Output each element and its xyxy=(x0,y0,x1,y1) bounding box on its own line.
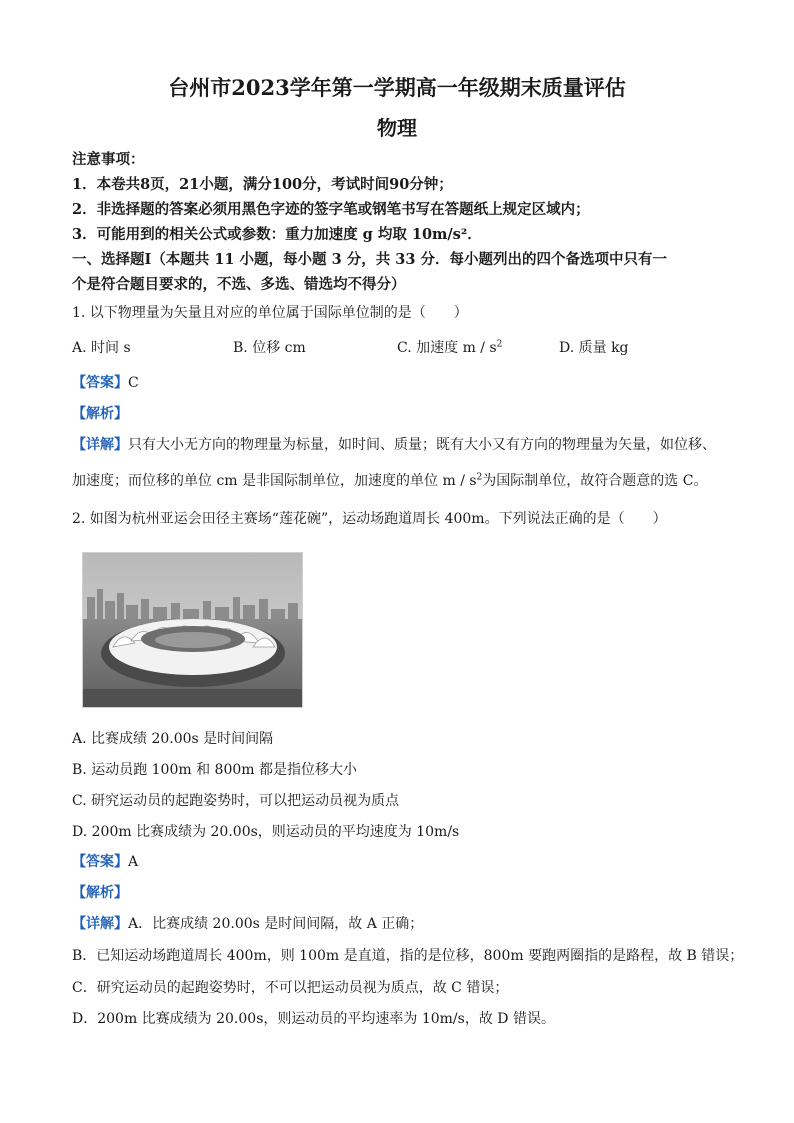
q1-detail-text-1: 只有大小无方向的物理量为标量，如时间、质量；既有大小又有方向的物理量为矢量，如位移、 xyxy=(128,437,716,453)
q1-option-d: D. 质量 kg xyxy=(559,340,629,356)
section-heading-line-2: 个是符合题目要求的，不选、多选、错选均不得分） xyxy=(72,276,406,293)
q1-detail-text-2a: 加速度；而位移的单位 cm 是非国际制单位，加速度的单位 m / s xyxy=(72,473,477,489)
analysis-tag: 【解析】 xyxy=(72,885,128,901)
answer-tag: 【答案】 xyxy=(72,375,128,391)
answer-tag: 【答案】 xyxy=(72,854,128,870)
q1-detail-line-1 xyxy=(72,434,716,454)
notice-item-2: 2．非选择题的答案必须用黑色字迹的签字笔或钢笔书写在答题纸上规定区域内； xyxy=(72,201,590,218)
q1-detail-exponent: 2 xyxy=(476,472,483,483)
exam-title: 台州市2023学年第一学期高一年级期末质量评估 xyxy=(168,75,626,100)
q1-detail-line-2 xyxy=(72,470,707,490)
q1-analysis-heading xyxy=(72,403,128,423)
q1-answer xyxy=(72,372,139,392)
detail-tag: 【详解】 xyxy=(72,437,128,453)
stadium-photo xyxy=(82,552,303,708)
notice-item-1: 1．本卷共8页，21小题，满分100分，考试时间90分钟； xyxy=(72,176,453,193)
q2-option-c: C. 研究运动员的起跑姿势时，可以把运动员视为质点 xyxy=(72,793,400,809)
q1-option-c xyxy=(397,337,502,357)
q2-stem: 2. 如图为杭州亚运会田径主赛场“莲花碗”，运动场跑道周长 400m。下列说法正确的是（ ） xyxy=(72,511,667,527)
q1-option-c-exponent: 2 xyxy=(496,339,503,350)
subject-title: 物理 xyxy=(377,116,417,140)
notice-heading: 注意事项： xyxy=(72,151,145,168)
q2-detail-line-d: D．200m 比赛成绩为 20.00s，则运动员的平均速率为 10m/s，故 D 错误。 xyxy=(72,1011,555,1027)
q2-answer xyxy=(72,851,138,871)
q2-answer-value: A xyxy=(128,854,139,870)
q1-option-c-text: C. 加速度 m / s xyxy=(397,340,497,356)
q2-analysis-heading xyxy=(72,882,128,902)
section-heading-line-1: 一、选择题Ⅰ（本题共 11 小题，每小题 3 分，共 33 分．每小题列出的四个备选项中只有一 xyxy=(72,251,668,268)
q2-option-a: A. 比赛成绩 20.00s 是时间间隔 xyxy=(72,731,274,747)
detail-tag: 【详解】 xyxy=(72,916,128,932)
q2-detail-text-a: A．比赛成绩 20.00s 是时间间隔，故 A 正确； xyxy=(128,916,424,932)
q2-detail-line-a xyxy=(72,913,423,933)
q2-option-b: B. 运动员跑 100m 和 800m 都是指位移大小 xyxy=(72,762,357,778)
q1-stem: 1. 以下物理量为矢量且对应的单位属于国际单位制的是（ ） xyxy=(72,305,468,321)
q1-detail-text-2b: 为国际制单位，故符合题意的选 C。 xyxy=(482,473,708,489)
analysis-tag: 【解析】 xyxy=(72,406,128,422)
q2-detail-line-b: B．已知运动场跑道周长 400m，则 100m 是直道，指的是位移，800m 要跑两圈指的是路程，故 B 错误； xyxy=(72,948,744,964)
stadium-illustration xyxy=(83,553,302,707)
q1-option-b: B. 位移 cm xyxy=(233,340,306,356)
q1-option-a: A. 时间 s xyxy=(72,340,131,356)
q2-detail-line-c: C．研究运动员的起跑姿势时，不可以把运动员视为质点，故 C 错误； xyxy=(72,980,509,996)
notice-item-3: 3．可能用到的相关公式或参数：重力加速度 g 均取 10m/s²． xyxy=(72,226,482,243)
q2-option-d: D. 200m 比赛成绩为 20.00s，则运动员的平均速度为 10m/s xyxy=(72,824,460,840)
q1-answer-value: C xyxy=(128,375,139,391)
